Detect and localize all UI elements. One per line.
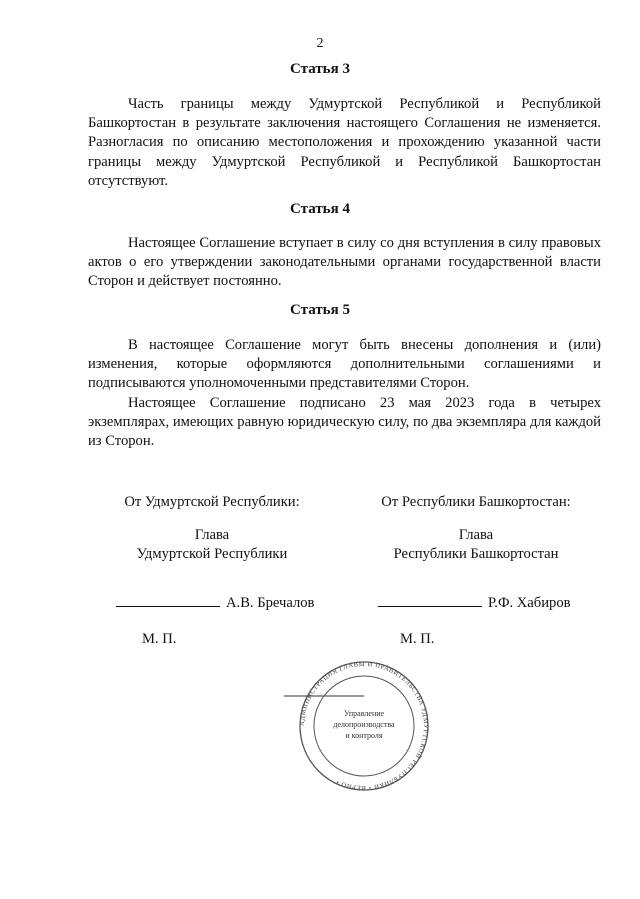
stamp-inner-line-1: Управление <box>343 709 385 718</box>
article-4-body <box>88 234 601 292</box>
left-seal-mark: М. П. <box>142 631 177 647</box>
article-3-paragraph-1: Часть границы между Удмуртской Республикой и Республикой Башкортостан в результате заключения настоящего Соглашения не изменяется. Разногласия по описанию местоположения и прохождению указанной части границы между Удмуртской Республикой и Республикой Башкортостан отсутствуют. <box>88 96 601 189</box>
stamp-inner-line-3: и контроля <box>345 731 383 740</box>
left-signature-line <box>116 594 356 613</box>
article-3-title: Статья 3 <box>290 61 350 77</box>
right-signature-underline <box>378 594 482 607</box>
left-position-line-1: Глава <box>194 527 230 543</box>
left-signature-underline <box>116 594 220 607</box>
right-seal-mark: М. П. <box>400 631 435 647</box>
right-signatory-position <box>358 526 594 564</box>
left-signatory-name: А.В. Бречалов <box>226 595 315 611</box>
article-5-body <box>88 336 601 451</box>
article-4-title: Статья 4 <box>290 201 350 217</box>
stamp-ring-text: АДМИНИСТРАЦИЯ ГЛАВЫ И ПРАВИТЕЛЬСТВА УДМУРТСКОЙ РЕСПУБЛИКИ • ВЕРНО • <box>298 660 430 792</box>
right-signatory-from: От Республики Башкортостан: <box>381 494 571 510</box>
page-number: 2 <box>316 36 324 51</box>
left-signatory-from: От Удмуртской Республики: <box>124 494 300 510</box>
right-position-line-2: Республики Башкортостан <box>393 546 559 562</box>
article-4-paragraph-1: Настоящее Соглашение вступает в силу со дня вступления в силу правовых актов о его утверждении законодательными органами государственной власти Сторон и действует постоянно. <box>88 235 601 290</box>
left-signatory-position <box>96 526 328 564</box>
left-position-line-2: Удмуртской Республики <box>136 546 288 562</box>
article-5-paragraph-1: В настоящее Соглашение могут быть внесены дополнения и (или) изменения, которые оформляются дополнительными соглашениями и подписываются уполномоченными представителями Сторон. <box>88 337 601 392</box>
certification-stamp <box>284 660 444 792</box>
right-position-line-1: Глава <box>458 527 494 543</box>
right-signatory-name: Р.Ф. Хабиров <box>488 595 571 611</box>
right-signature-line <box>378 594 618 613</box>
stamp-inner-line-2: делопроизводства <box>333 720 395 729</box>
article-5-paragraph-2: Настоящее Соглашение подписано 23 мая 2023 года в четырех экземплярах, имеющих равную юридическую силу, по два экземпляра для каждой из Сторон. <box>88 394 601 450</box>
article-3-body <box>88 95 601 191</box>
article-5-title: Статья 5 <box>290 302 350 318</box>
